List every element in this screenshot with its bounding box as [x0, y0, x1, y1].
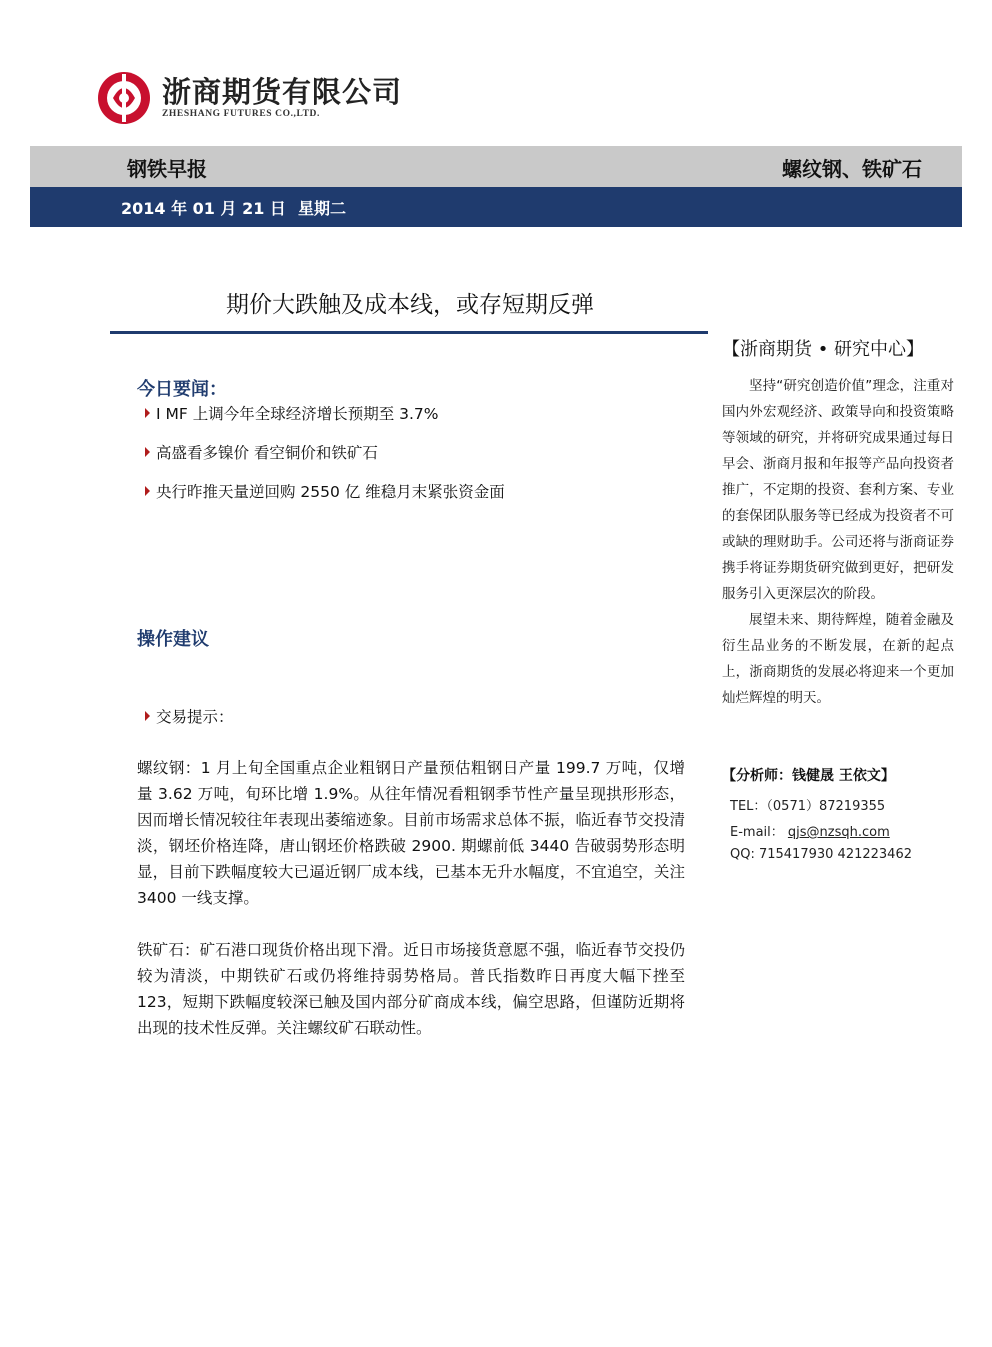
- advice-section-title: 操作建议: [137, 629, 209, 650]
- research-center-title: 【浙商期货 • 研究中心】: [722, 339, 925, 360]
- list-item: I MF 上调今年全球经济增长预期至 3.7%: [145, 402, 439, 424]
- list-item: 央行昨推天量逆回购 2550 亿 维稳月末紧张资金面: [145, 480, 505, 502]
- list-item: 高盛看多镍价 看空铜价和铁矿石: [145, 441, 378, 463]
- intro-paragraph: 展望未来、期待辉煌，随着金融及衍生品业务的不断发展，在新的起点上，浙商期货的发展必将迎来一个更加灿烂辉煌的明天。: [722, 612, 954, 706]
- rebar-paragraph: 螺纹钢：1 月上旬全国重点企业粗钢日产量预估粗钢日产量 199.7 万吨，仅增量 3.62 万吨，旬环比增 1.9%。从往年情况看粗钢季节性产量呈现拱形形态，因而增长情况较往年表现出萎缩迹象。目前市场需求总体不振，临近春节交投清淡，钢坯价格连降，唐山钢坯价格跌破 2900. 期螺前低 3440 告破弱势形态明显，目前下跌幅度较大已逼近钢厂成本线，已基本无升水幅度，不宜追空，关注 3400 一线支撑。: [137, 759, 685, 907]
- news-list: [145, 402, 705, 512]
- report-date: 2014 年 01 月 21 日: [121, 199, 286, 218]
- contact-qq: QQ: 715417930 421223462: [730, 847, 912, 862]
- report-products: 螺纹钢、铁矿石: [782, 157, 922, 181]
- iron-ore-paragraph: 铁矿石：矿石港口现货价格出现下滑。近日市场接货意愿不强，临近春节交投仍较为清淡，中期铁矿石或仍将维持弱势格局。普氏指数昨日再度大幅下挫至 123，短期下跌幅度较深已触及国内部分矿商成本线，偏空思路，但谨防近期将出现的技术性反弹。关注螺纹矿石联动性。: [137, 941, 685, 1037]
- header-date-band: [30, 187, 962, 227]
- report-weekday: 星期二: [298, 199, 347, 218]
- page-title: 期价大跌触及成本线，或存短期反弹: [226, 292, 594, 318]
- research-center-intro: [722, 373, 954, 711]
- email-label: E-mail：: [730, 825, 784, 840]
- bullet-arrow-icon: [145, 447, 150, 457]
- bullet-arrow-icon: [145, 408, 150, 418]
- contact-email-row: [730, 821, 890, 840]
- company-name-cn: 浙商期货有限公司: [162, 75, 403, 109]
- header-gray-band: [30, 146, 962, 187]
- bullet-arrow-icon: [145, 711, 150, 721]
- headline-divider: [110, 331, 708, 334]
- news-section-title: 今日要闻：: [137, 379, 227, 400]
- company-logo-icon: [96, 70, 152, 126]
- company-name-en: ZHESHANG FUTURES CO.,LTD.: [162, 109, 320, 119]
- email-link[interactable]: qjs@nzsqh.com: [787, 825, 890, 840]
- bullet-arrow-icon: [145, 486, 150, 496]
- trade-hint: 交易提示：: [145, 705, 234, 727]
- contact-tel: TEL：（0571）87219355: [730, 799, 886, 814]
- intro-paragraph: 坚持“研究创造价值”理念，注重对国内外宏观经济、政策导向和投资策略等领域的研究，并将研究成果通过每日早会、浙商月报和年报等产品向投资者推广，不定期的投资、套利方案、专业的套保团队服务等已经成为投资者不可或缺的理财助手。公司还将与浙商证券携手将证券期货研究做到更好，把研发服务引入更深层次的阶段。: [722, 378, 954, 602]
- analyst-names: 【分析师：钱健晟 王依文】: [722, 768, 895, 784]
- report-type: 钢铁早报: [127, 157, 207, 181]
